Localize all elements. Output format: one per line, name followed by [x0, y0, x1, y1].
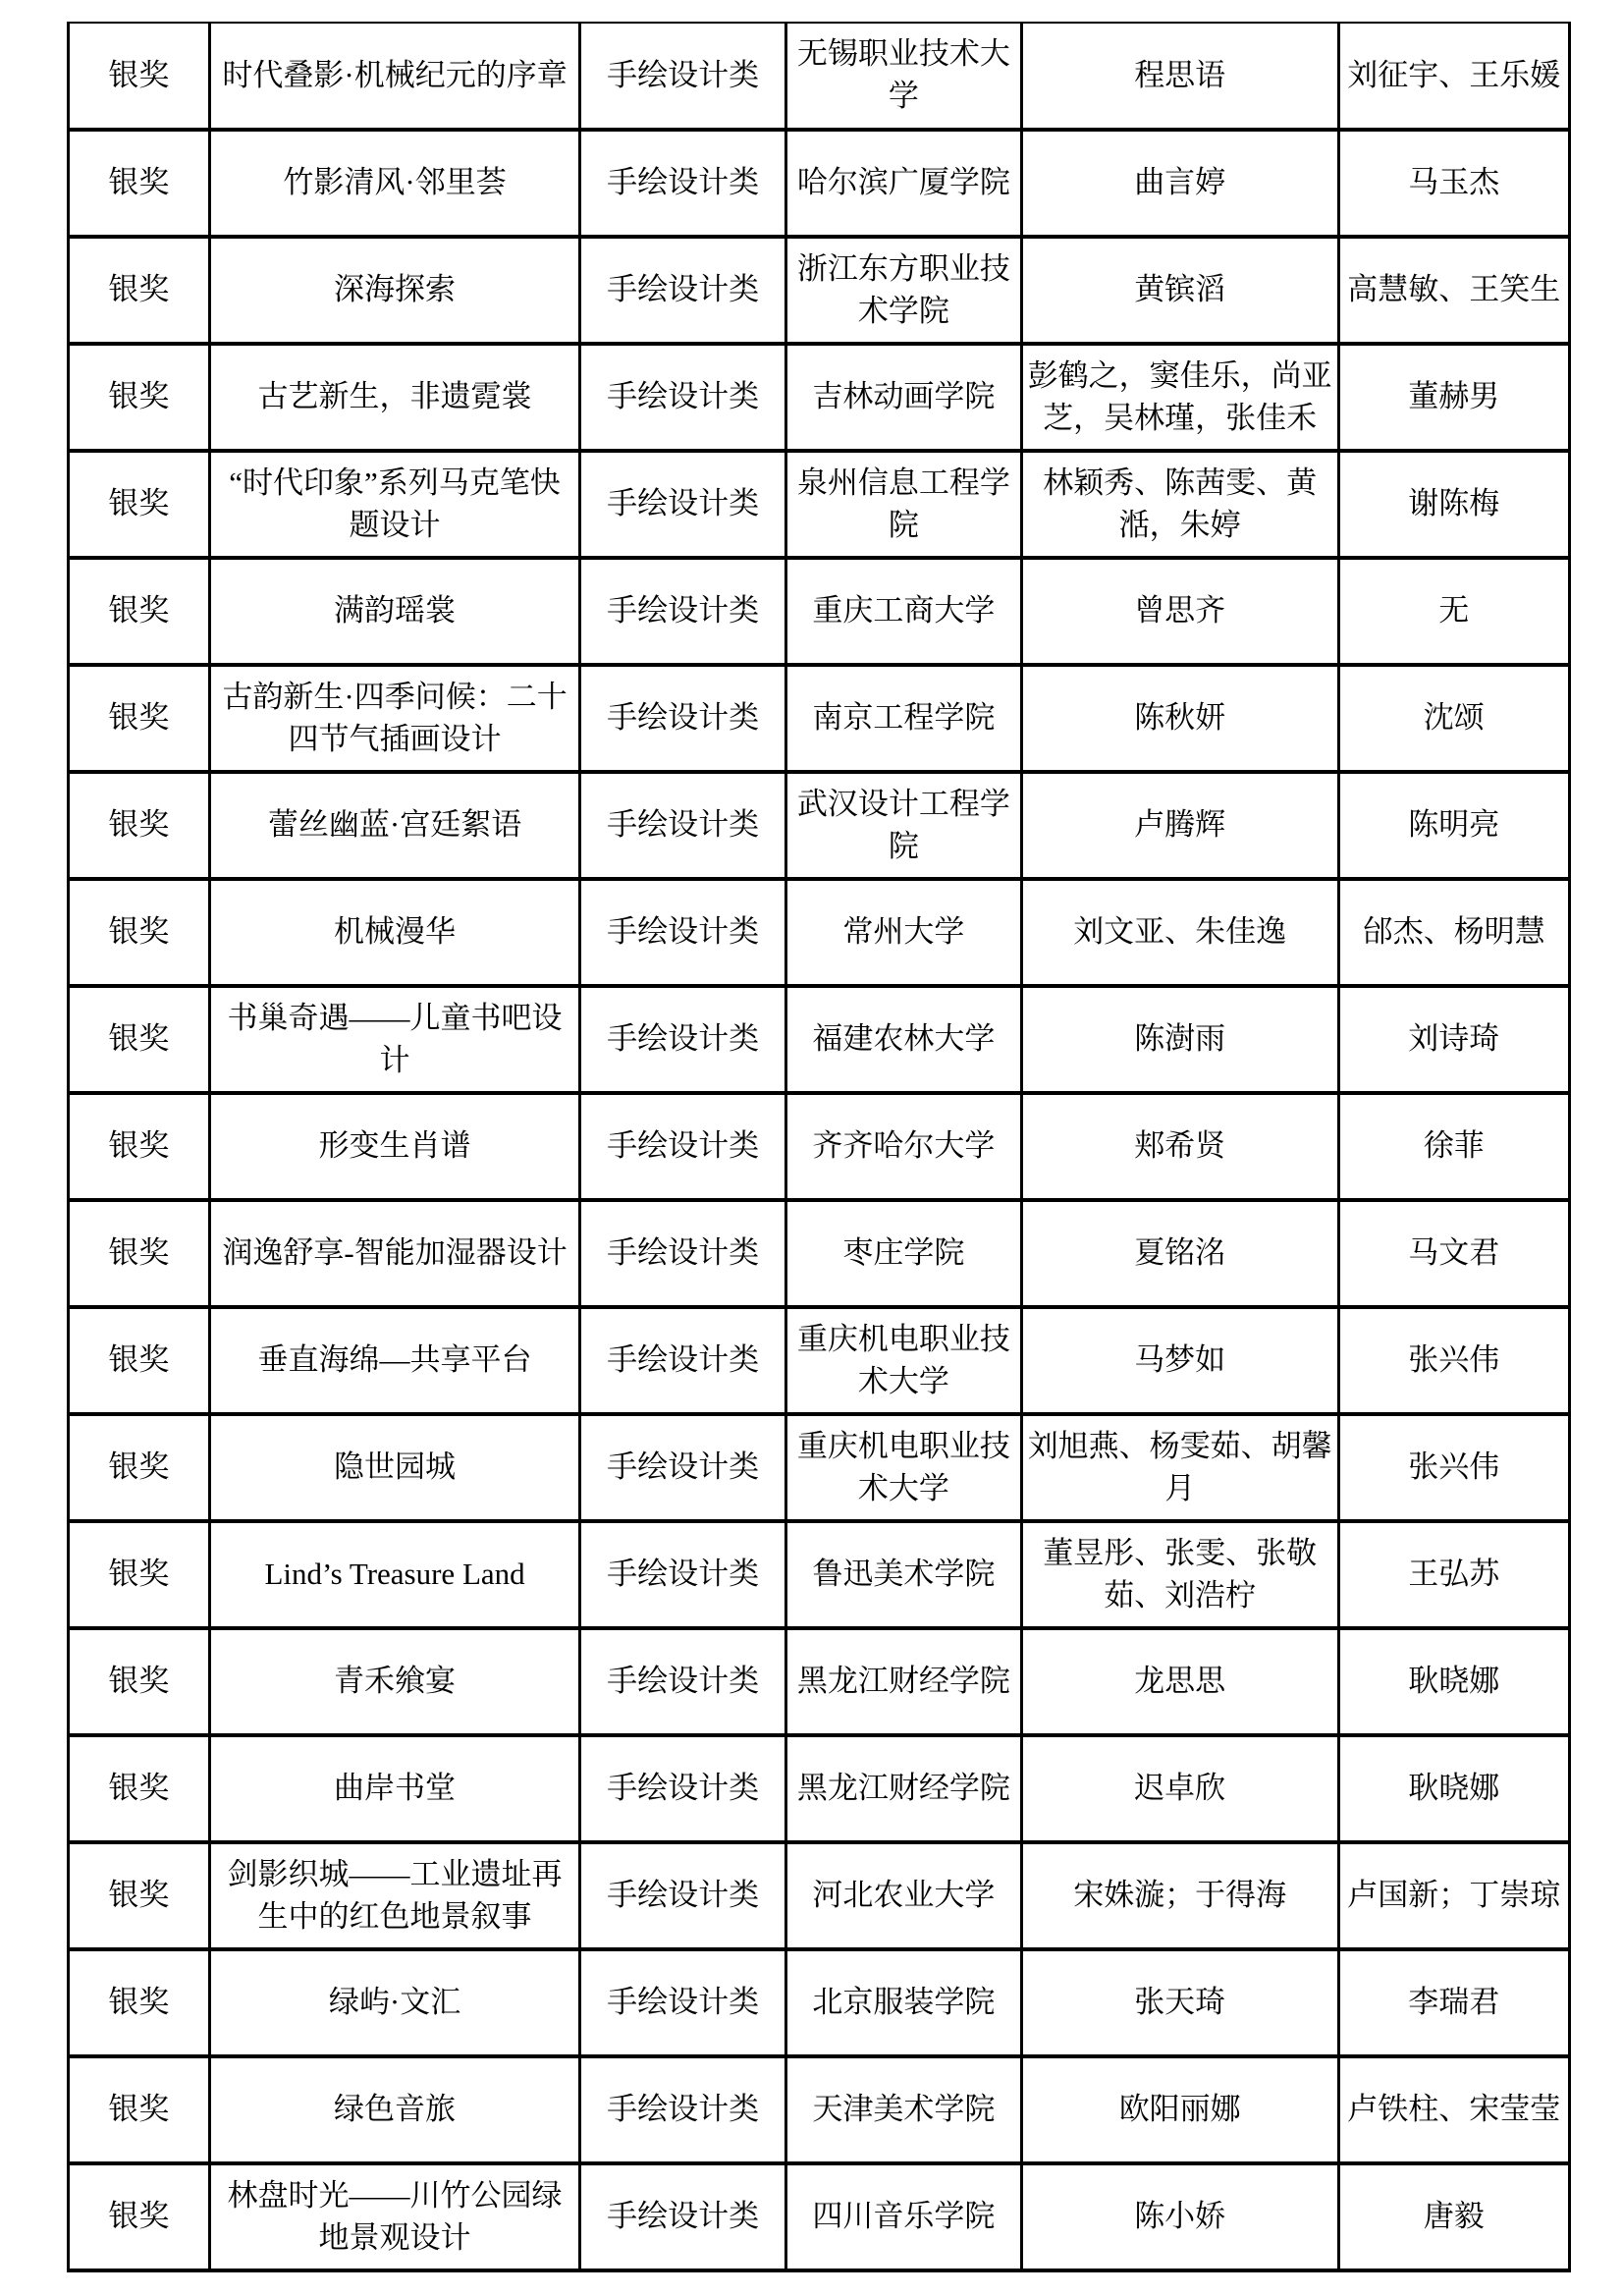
- cell-author: 张天琦: [1021, 1949, 1338, 2056]
- cell-school: 吉林动画学院: [785, 344, 1021, 451]
- cell-advisor: 刘征宇、王乐媛: [1338, 23, 1570, 130]
- cell-award: 银奖: [69, 451, 210, 558]
- cell-advisor: 陈明亮: [1338, 772, 1570, 879]
- cell-author: 龙思思: [1021, 1628, 1338, 1735]
- cell-category: 手绘设计类: [580, 1842, 785, 1949]
- table-row: [69, 451, 1570, 558]
- cell-category: 手绘设计类: [580, 1307, 785, 1414]
- cell-award: 银奖: [69, 344, 210, 451]
- table-row: [69, 1093, 1570, 1200]
- cell-school: 泉州信息工程学院: [785, 451, 1021, 558]
- cell-title: 形变生肖谱: [209, 1093, 580, 1200]
- cell-advisor: 邰杰、杨明慧: [1338, 879, 1570, 986]
- cell-title: 曲岸书堂: [209, 1735, 580, 1842]
- cell-author: 曲言婷: [1021, 130, 1338, 237]
- cell-school: 河北农业大学: [785, 1842, 1021, 1949]
- cell-advisor: 王弘苏: [1338, 1521, 1570, 1628]
- cell-category: 手绘设计类: [580, 130, 785, 237]
- cell-category: 手绘设计类: [580, 2163, 785, 2270]
- cell-advisor: 徐菲: [1338, 1093, 1570, 1200]
- cell-title: 竹影清风·邻里荟: [209, 130, 580, 237]
- cell-award: 银奖: [69, 986, 210, 1093]
- cell-award: 银奖: [69, 2163, 210, 2270]
- cell-category: 手绘设计类: [580, 1414, 785, 1521]
- cell-school: 黑龙江财经学院: [785, 1628, 1021, 1735]
- cell-school: 黑龙江财经学院: [785, 1735, 1021, 1842]
- table-row: [69, 665, 1570, 772]
- cell-title: 时代叠影·机械纪元的序章: [209, 23, 580, 130]
- cell-school: 四川音乐学院: [785, 2163, 1021, 2270]
- table-row: [69, 2163, 1570, 2270]
- cell-title: 绿屿·文汇: [209, 1949, 580, 2056]
- cell-award: 银奖: [69, 1521, 210, 1628]
- cell-advisor: 卢铁柱、宋莹莹: [1338, 2056, 1570, 2163]
- cell-author: 陈澍雨: [1021, 986, 1338, 1093]
- cell-award: 银奖: [69, 1307, 210, 1414]
- table-row: [69, 1414, 1570, 1521]
- cell-award: 银奖: [69, 2056, 210, 2163]
- cell-school: 武汉设计工程学院: [785, 772, 1021, 879]
- table-row: [69, 1200, 1570, 1307]
- cell-advisor: 卢国新；丁崇琼: [1338, 1842, 1570, 1949]
- cell-award: 银奖: [69, 665, 210, 772]
- cell-author: 刘文亚、朱佳逸: [1021, 879, 1338, 986]
- cell-author: 马梦如: [1021, 1307, 1338, 1414]
- cell-title: 绿色音旅: [209, 2056, 580, 2163]
- cell-award: 银奖: [69, 1735, 210, 1842]
- cell-school: 重庆机电职业技术大学: [785, 1307, 1021, 1414]
- cell-award: 银奖: [69, 558, 210, 665]
- cell-school: 重庆机电职业技术大学: [785, 1414, 1021, 1521]
- cell-title: 青禾飨宴: [209, 1628, 580, 1735]
- cell-title: 蕾丝幽蓝·宫廷絮语: [209, 772, 580, 879]
- cell-author: 黄镔滔: [1021, 237, 1338, 344]
- cell-advisor: 无: [1338, 558, 1570, 665]
- cell-advisor: 高慧敏、王笑生: [1338, 237, 1570, 344]
- cell-category: 手绘设计类: [580, 1093, 785, 1200]
- cell-category: 手绘设计类: [580, 2056, 785, 2163]
- cell-title: 古艺新生，非遗霓裳: [209, 344, 580, 451]
- cell-school: 重庆工商大学: [785, 558, 1021, 665]
- cell-award: 银奖: [69, 879, 210, 986]
- table-row: [69, 1307, 1570, 1414]
- cell-author: 程思语: [1021, 23, 1338, 130]
- cell-award: 银奖: [69, 237, 210, 344]
- cell-category: 手绘设计类: [580, 451, 785, 558]
- cell-category: 手绘设计类: [580, 665, 785, 772]
- cell-award: 银奖: [69, 1414, 210, 1521]
- cell-school: 无锡职业技术大学: [785, 23, 1021, 130]
- cell-author: 欧阳丽娜: [1021, 2056, 1338, 2163]
- table-row: [69, 772, 1570, 879]
- cell-school: 天津美术学院: [785, 2056, 1021, 2163]
- cell-title: “时代印象”系列马克笔快题设计: [209, 451, 580, 558]
- cell-author: 陈秋妍: [1021, 665, 1338, 772]
- cell-advisor: 刘诗琦: [1338, 986, 1570, 1093]
- cell-category: 手绘设计类: [580, 879, 785, 986]
- cell-title: 书巢奇遇——儿童书吧设计: [209, 986, 580, 1093]
- cell-title: 林盘时光——川竹公园绿地景观设计: [209, 2163, 580, 2270]
- cell-school: 鲁迅美术学院: [785, 1521, 1021, 1628]
- cell-category: 手绘设计类: [580, 772, 785, 879]
- cell-category: 手绘设计类: [580, 1628, 785, 1735]
- cell-school: 枣庄学院: [785, 1200, 1021, 1307]
- cell-advisor: 马文君: [1338, 1200, 1570, 1307]
- table-row: [69, 1842, 1570, 1949]
- table-row: [69, 2056, 1570, 2163]
- table-row: [69, 879, 1570, 986]
- cell-category: 手绘设计类: [580, 1949, 785, 2056]
- cell-title: 隐世园城: [209, 1414, 580, 1521]
- cell-category: 手绘设计类: [580, 1735, 785, 1842]
- cell-advisor: 谢陈梅: [1338, 451, 1570, 558]
- cell-author: 彭鹤之，窦佳乐，尚亚芝，吴林瑾，张佳禾: [1021, 344, 1338, 451]
- cell-category: 手绘设计类: [580, 558, 785, 665]
- cell-advisor: 耿晓娜: [1338, 1735, 1570, 1842]
- cell-advisor: 马玉杰: [1338, 130, 1570, 237]
- cell-award: 银奖: [69, 23, 210, 130]
- table-row: [69, 344, 1570, 451]
- cell-school: 浙江东方职业技术学院: [785, 237, 1021, 344]
- cell-category: 手绘设计类: [580, 986, 785, 1093]
- cell-title: 满韵瑶裳: [209, 558, 580, 665]
- cell-title: Lind’s Treasure Land: [209, 1521, 580, 1628]
- cell-school: 常州大学: [785, 879, 1021, 986]
- cell-category: 手绘设计类: [580, 237, 785, 344]
- cell-school: 南京工程学院: [785, 665, 1021, 772]
- cell-category: 手绘设计类: [580, 1200, 785, 1307]
- cell-title: 剑影织城——工业遗址再生中的红色地景叙事: [209, 1842, 580, 1949]
- cell-category: 手绘设计类: [580, 344, 785, 451]
- cell-author: 迟卓欣: [1021, 1735, 1338, 1842]
- cell-author: 宋姝漩；于得海: [1021, 1842, 1338, 1949]
- cell-title: 深海探索: [209, 237, 580, 344]
- cell-school: 齐齐哈尔大学: [785, 1093, 1021, 1200]
- cell-title: 机械漫华: [209, 879, 580, 986]
- table-row: [69, 1735, 1570, 1842]
- cell-advisor: 张兴伟: [1338, 1307, 1570, 1414]
- cell-author: 陈小娇: [1021, 2163, 1338, 2270]
- cell-title: 垂直海绵—共享平台: [209, 1307, 580, 1414]
- cell-award: 银奖: [69, 1628, 210, 1735]
- cell-advisor: 唐毅: [1338, 2163, 1570, 2270]
- table-row: [69, 1628, 1570, 1735]
- table-row: [69, 237, 1570, 344]
- cell-school: 北京服装学院: [785, 1949, 1021, 2056]
- table-row: [69, 1521, 1570, 1628]
- cell-title: 润逸舒享-智能加湿器设计: [209, 1200, 580, 1307]
- cell-school: 福建农林大学: [785, 986, 1021, 1093]
- cell-category: 手绘设计类: [580, 23, 785, 130]
- cell-advisor: 李瑞君: [1338, 1949, 1570, 2056]
- cell-advisor: 张兴伟: [1338, 1414, 1570, 1521]
- awards-table-body: [69, 23, 1570, 2270]
- cell-category: 手绘设计类: [580, 1521, 785, 1628]
- cell-award: 银奖: [69, 1200, 210, 1307]
- cell-advisor: 耿晓娜: [1338, 1628, 1570, 1735]
- cell-author: 夏铭洺: [1021, 1200, 1338, 1307]
- table-row: [69, 558, 1570, 665]
- cell-award: 银奖: [69, 1093, 210, 1200]
- cell-award: 银奖: [69, 130, 210, 237]
- table-row: [69, 130, 1570, 237]
- table-row: [69, 1949, 1570, 2056]
- cell-award: 银奖: [69, 1842, 210, 1949]
- cell-author: 曾思齐: [1021, 558, 1338, 665]
- cell-school: 哈尔滨广厦学院: [785, 130, 1021, 237]
- cell-author: 郏希贤: [1021, 1093, 1338, 1200]
- cell-author: 卢腾辉: [1021, 772, 1338, 879]
- cell-advisor: 董赫男: [1338, 344, 1570, 451]
- table-row: [69, 986, 1570, 1093]
- cell-author: 董昱彤、张雯、张敬茹、刘浩柠: [1021, 1521, 1338, 1628]
- cell-title: 古韵新生·四季问候：二十四节气插画设计: [209, 665, 580, 772]
- cell-award: 银奖: [69, 772, 210, 879]
- cell-award: 银奖: [69, 1949, 210, 2056]
- cell-author: 刘旭燕、杨雯茹、胡馨月: [1021, 1414, 1338, 1521]
- table-row: [69, 23, 1570, 130]
- cell-advisor: 沈颂: [1338, 665, 1570, 772]
- awards-table: [67, 22, 1571, 2272]
- cell-author: 林颖秀、陈茜雯、黄湉，朱婷: [1021, 451, 1338, 558]
